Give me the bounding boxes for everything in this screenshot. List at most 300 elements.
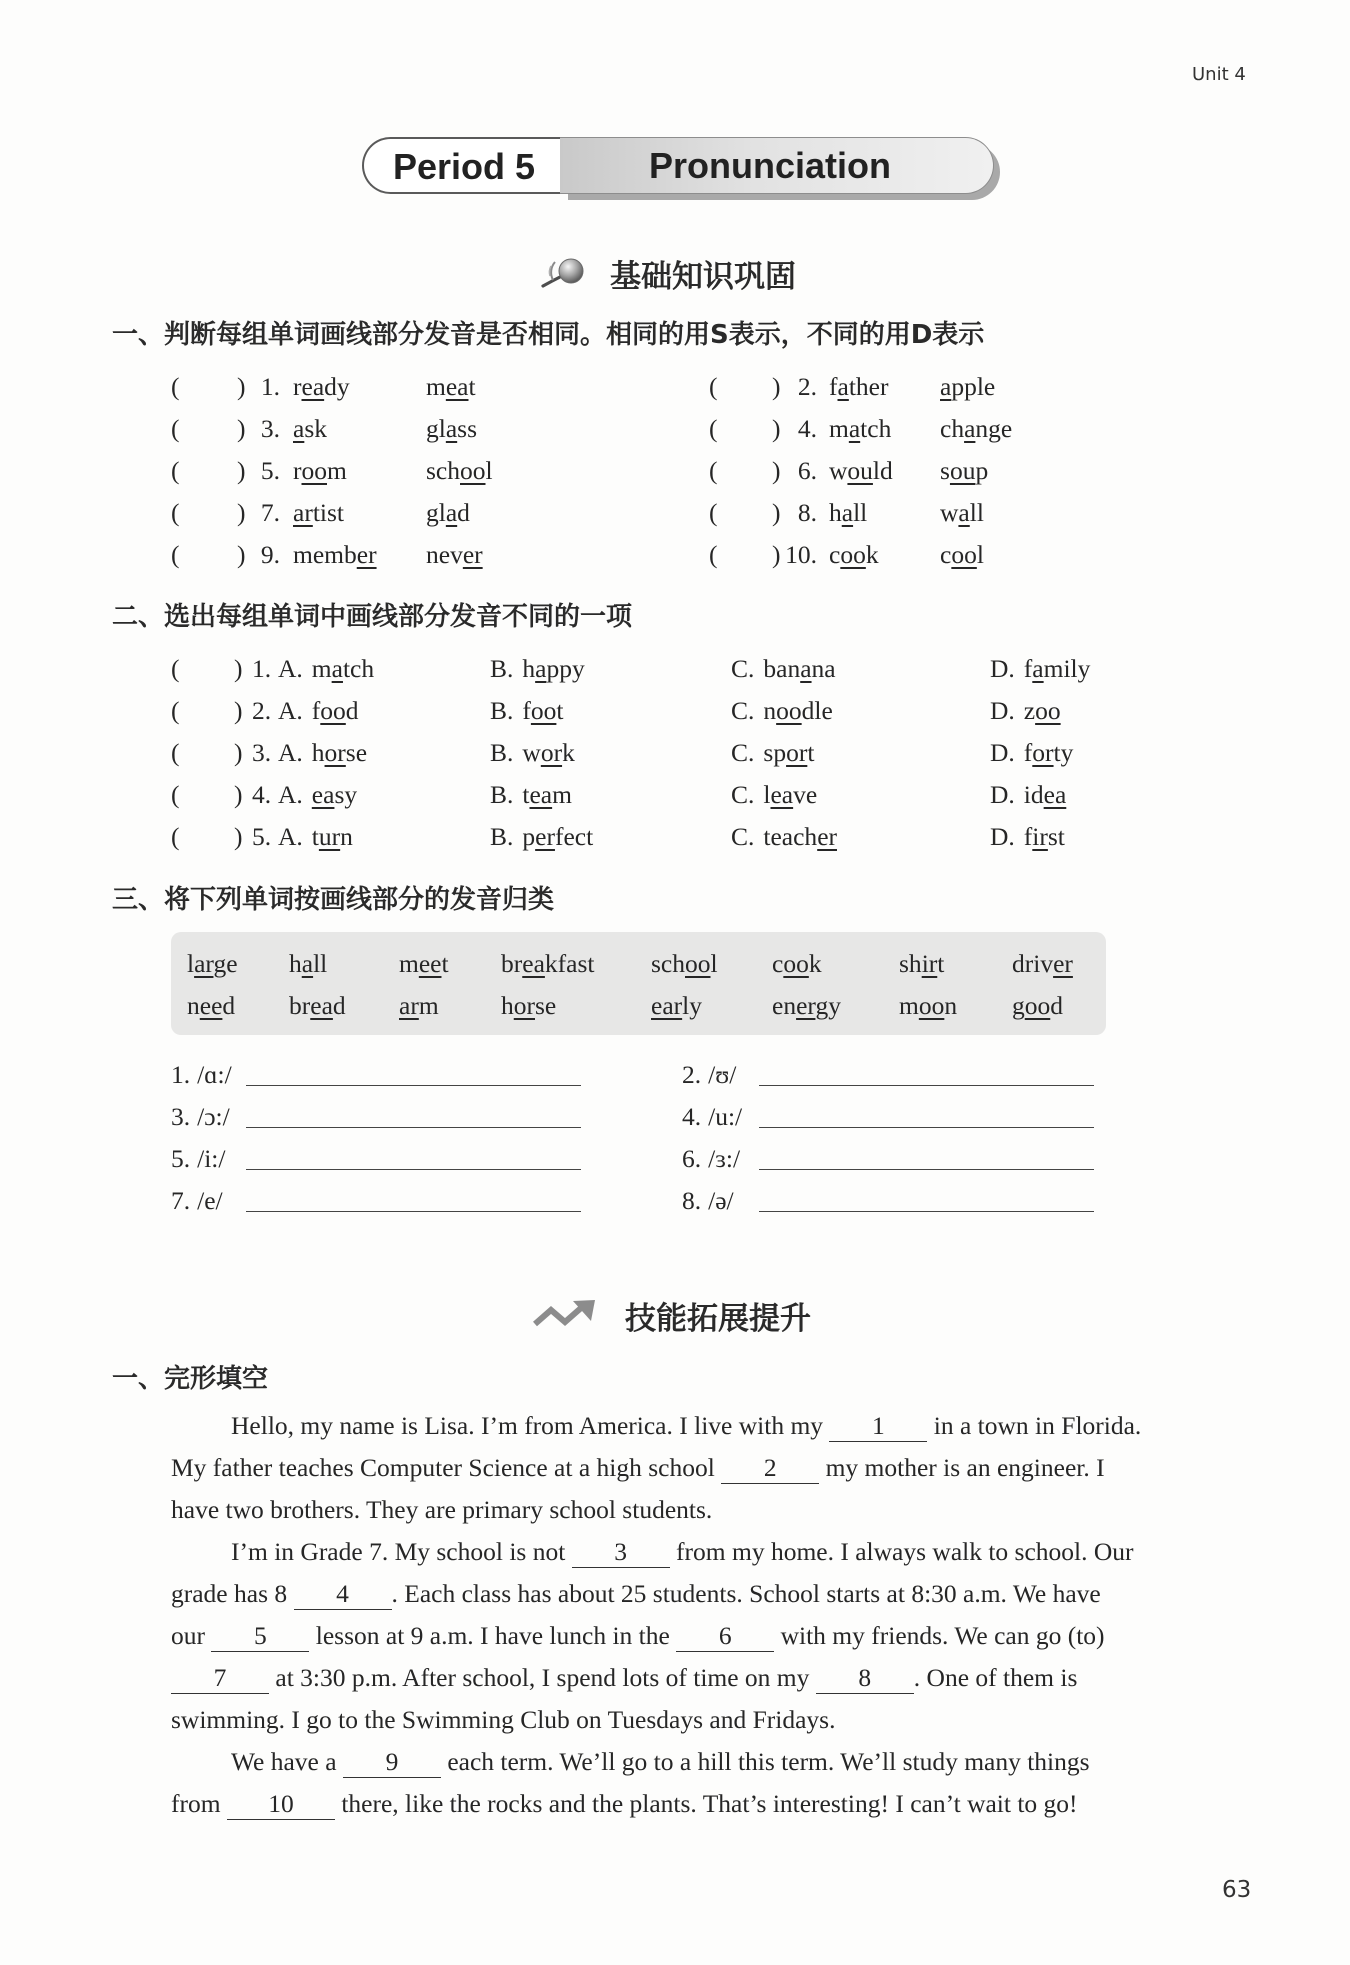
- cloze-line: [171, 1783, 1251, 1825]
- answer-option: [490, 816, 593, 858]
- question-row: [0, 816, 1350, 858]
- option-word: [763, 696, 832, 725]
- question-number: 9.: [260, 540, 280, 569]
- word-bank-row: [171, 943, 1106, 985]
- underlined-letters: a: [800, 654, 812, 683]
- option-label: B.: [490, 738, 514, 767]
- underlined-letters: oo: [783, 949, 809, 978]
- underlined-letters: oo: [301, 456, 327, 485]
- word-segment: l: [976, 540, 984, 569]
- category-number: 6.: [682, 1144, 702, 1173]
- word-segment: driv: [1012, 949, 1054, 978]
- underlined-letters: a: [841, 498, 854, 527]
- question-number: 3.: [252, 738, 272, 767]
- word-bank-word: [651, 943, 718, 985]
- underlined-letters: er: [1053, 949, 1073, 978]
- cloze-text: I’m in Grade 7. My school is not: [231, 1537, 572, 1566]
- word-segment: ther: [848, 372, 889, 401]
- phonetic-symbol: /ə/: [708, 1186, 734, 1215]
- answer-option: [731, 774, 817, 816]
- answer-option: [990, 732, 1073, 774]
- answer-option: [731, 648, 836, 690]
- section-skills-title: 技能拓展提升: [625, 1300, 811, 1337]
- category-pair: [0, 1180, 1350, 1222]
- option-word: [1024, 780, 1066, 809]
- phonetic-symbol: /i:/: [197, 1144, 226, 1173]
- word-segment: r: [293, 372, 302, 401]
- question-row: [0, 408, 1350, 450]
- answer-paren-open: (: [171, 414, 180, 443]
- cloze-blank: 4: [294, 1579, 392, 1610]
- answer-paren-open: (: [171, 540, 180, 569]
- answer-option: [990, 648, 1090, 690]
- answer-paren-close: ): [772, 414, 781, 443]
- word-segment: gl: [426, 414, 446, 443]
- word-segment: n: [187, 991, 200, 1020]
- answer-option: [990, 774, 1066, 816]
- cloze-text: at 3:30 p.m. After school, I spend lots of time on my: [269, 1663, 816, 1692]
- word-segment: d: [332, 991, 346, 1020]
- cloze-text: from my home. I always walk to school. Our: [669, 1537, 1134, 1566]
- word-segment: fect: [554, 822, 594, 851]
- word-segment: nev: [426, 540, 463, 569]
- cloze-text: my mother is an engineer. I: [819, 1453, 1105, 1482]
- word-segment: f: [1023, 654, 1033, 683]
- word-segment: id: [1023, 780, 1044, 809]
- question-number: 1.: [260, 372, 280, 401]
- word-segment: m: [899, 991, 919, 1020]
- category-pair: [0, 1054, 1350, 1096]
- word-segment: n: [340, 822, 353, 851]
- underlined-letters: ar: [293, 498, 313, 527]
- word-segment: t: [441, 949, 449, 978]
- cloze-paragraph: [171, 1531, 1251, 1741]
- phonetic-symbol: /u:/: [708, 1102, 743, 1131]
- word-segment: ty: [1053, 738, 1074, 767]
- option-label: D.: [990, 696, 1015, 725]
- word-segment: t: [311, 822, 319, 851]
- word-segment: kfast: [544, 949, 595, 978]
- underlined-letters: a: [964, 414, 976, 443]
- answer-paren-close: ): [234, 822, 243, 851]
- word-segment: w: [522, 738, 541, 767]
- title-period: Period 5: [392, 146, 536, 187]
- cloze-line: [171, 1405, 1251, 1447]
- underlined-letters: ir: [1032, 822, 1048, 851]
- word-segment: mily: [1043, 654, 1091, 683]
- option-label: B.: [490, 822, 514, 851]
- word-segment: ch: [940, 414, 965, 443]
- underlined-letters: a: [535, 654, 547, 683]
- option-label: D.: [990, 822, 1015, 851]
- phonetic-symbol: /ʊ/: [708, 1060, 737, 1089]
- option-label: C.: [731, 822, 755, 851]
- cloze-text: My father teaches Computer Science at a high school: [171, 1453, 722, 1482]
- word-segment: f: [522, 696, 531, 725]
- underlined-letters: ear: [651, 991, 683, 1020]
- word-segment: pple: [951, 372, 996, 401]
- category-label: [682, 1180, 734, 1222]
- answer-option: [490, 732, 575, 774]
- underlined-letters: ea: [310, 991, 333, 1020]
- word-segment: p: [522, 822, 536, 851]
- answer-paren-open: (: [171, 696, 180, 725]
- word-one: [829, 408, 891, 450]
- word-segment: l: [187, 949, 195, 978]
- word-segment: f: [1023, 738, 1033, 767]
- word-one: [829, 492, 867, 534]
- answer-paren-close: ): [234, 780, 243, 809]
- word-segment: sch: [651, 949, 685, 978]
- word-segment: h: [829, 498, 842, 527]
- category-pair: [0, 1138, 1350, 1180]
- cloze-text: We have a: [231, 1747, 343, 1776]
- word-bank-word: [1012, 985, 1063, 1027]
- question-item: [0, 534, 1350, 576]
- cloze-blank: 10: [227, 1789, 335, 1820]
- option-word: [312, 696, 359, 725]
- word-segment: br: [501, 949, 523, 978]
- cloze-blank: 9: [343, 1747, 441, 1778]
- category-number: 8.: [682, 1186, 702, 1215]
- option-word: [522, 780, 572, 809]
- question-item: [0, 492, 1350, 534]
- option-label: D.: [990, 654, 1015, 683]
- question-number: 1.: [252, 654, 272, 683]
- word-bank-word: [1012, 943, 1073, 985]
- word-bank-word: [772, 943, 822, 985]
- section-basic-title: 基础知识巩固: [610, 258, 796, 295]
- word-segment: l: [485, 456, 493, 485]
- underlined-letters: a: [958, 498, 970, 527]
- underlined-letters: a: [1032, 654, 1044, 683]
- part1-questions: [0, 366, 1350, 576]
- option-label: B.: [490, 696, 514, 725]
- option-label: C.: [731, 738, 755, 767]
- word-two: [940, 366, 995, 408]
- answer-line: [759, 1211, 1094, 1212]
- option-label: B.: [490, 780, 514, 809]
- word-bank-row: [171, 985, 1106, 1027]
- option-word: [522, 822, 593, 851]
- cloze-line: [171, 1615, 1251, 1657]
- underlined-letters: oo: [951, 540, 977, 569]
- word-segment: na: [811, 654, 836, 683]
- word-segment: l: [763, 780, 771, 809]
- cloze-blank: 2: [721, 1453, 819, 1484]
- underlined-letters: oo: [460, 456, 486, 485]
- word-segment: w: [829, 456, 848, 485]
- word-segment: nge: [975, 414, 1013, 443]
- underlined-letters: ea: [770, 780, 794, 809]
- underlined-letters: ea: [311, 780, 335, 809]
- word-segment: m: [829, 414, 849, 443]
- answer-option: [278, 774, 357, 816]
- answer-paren-close: ): [234, 654, 243, 683]
- cloze-passage: [171, 1405, 1251, 1825]
- option-label: C.: [731, 654, 755, 683]
- cloze-blank: 7: [171, 1663, 269, 1694]
- answer-paren-open: (: [171, 738, 180, 767]
- question-row: [0, 690, 1350, 732]
- underlined-letters: oo: [776, 696, 802, 725]
- underlined-letters: ou: [949, 456, 976, 485]
- cloze-text: swimming. I go to the Swimming Club on Tuesdays and Fridays.: [171, 1705, 836, 1734]
- word-segment: d: [457, 498, 470, 527]
- cloze-blank: 1: [829, 1411, 927, 1442]
- category-row: [0, 1054, 1350, 1096]
- word-bank-word: [899, 985, 957, 1027]
- answer-paren-close: ): [772, 540, 781, 569]
- cloze-line: [171, 1741, 1251, 1783]
- word-segment: tist: [312, 498, 344, 527]
- word-bank-word: [399, 985, 439, 1027]
- word-segment: k: [865, 540, 879, 569]
- word-segment: m: [418, 991, 439, 1020]
- underlined-letters: oo: [840, 540, 866, 569]
- section-basic-heading: [540, 253, 796, 293]
- word-segment: d: [222, 991, 236, 1020]
- cloze-text: our: [171, 1621, 212, 1650]
- cloze-text: with my friends. We can go (to): [774, 1621, 1105, 1650]
- word-segment: memb: [293, 540, 357, 569]
- option-word: [312, 822, 353, 851]
- word-segment: st: [1047, 822, 1065, 851]
- word-bank-word: [187, 943, 238, 985]
- word-bank-word: [772, 985, 841, 1027]
- answer-line: [759, 1085, 1094, 1086]
- option-word: [522, 654, 584, 683]
- word-segment: en: [772, 991, 797, 1020]
- underlined-letters: a: [293, 414, 305, 443]
- word-bank-word: [187, 985, 235, 1027]
- cloze-blank: 6: [676, 1621, 774, 1652]
- word-bank-box: [171, 932, 1106, 1035]
- option-label: D.: [990, 738, 1015, 767]
- category-number: 4.: [682, 1102, 702, 1131]
- word-bank-word: [289, 985, 346, 1027]
- category-label: [171, 1138, 225, 1180]
- question-item: [0, 366, 1350, 408]
- word-bank-word: [501, 985, 556, 1027]
- category-pair: [0, 1096, 1350, 1138]
- word-segment: ll: [853, 498, 868, 527]
- question-item: [0, 450, 1350, 492]
- word-segment: sh: [899, 949, 922, 978]
- word-segment: ss: [457, 414, 478, 443]
- cloze-heading: 一、完形填空: [112, 1364, 269, 1394]
- answer-option: [731, 816, 837, 858]
- question-number: 3.: [260, 414, 280, 443]
- answer-paren-open: (: [171, 822, 180, 851]
- option-label: A.: [278, 822, 303, 851]
- underlined-letters: ar: [399, 991, 419, 1020]
- title-topic: Pronunciation: [649, 145, 891, 186]
- word-segment: h: [311, 738, 325, 767]
- word-bank-word: [399, 943, 449, 985]
- answer-paren-open: (: [171, 654, 180, 683]
- option-word: [1024, 822, 1065, 851]
- underlined-letters: or: [540, 738, 563, 767]
- answer-line: [246, 1127, 581, 1128]
- word-two: [940, 408, 1012, 450]
- underlined-letters: ea: [529, 780, 553, 809]
- underlined-letters: a: [940, 372, 952, 401]
- question-row: [0, 648, 1350, 690]
- magnifier-icon: [540, 255, 588, 291]
- underlined-letters: or: [324, 738, 346, 767]
- word-segment: gy: [815, 991, 841, 1020]
- option-label: D.: [990, 780, 1015, 809]
- word-segment: dy: [324, 372, 350, 401]
- category-number: 5.: [171, 1144, 191, 1173]
- word-segment: tch: [860, 414, 892, 443]
- underlined-letters: ir: [921, 949, 938, 978]
- word-segment: h: [289, 949, 302, 978]
- category-label: [682, 1096, 742, 1138]
- word-segment: sch: [426, 456, 460, 485]
- phonetic-symbol: /ɔ:/: [197, 1102, 230, 1131]
- word-segment: ve: [793, 780, 818, 809]
- option-label: C.: [731, 696, 755, 725]
- word-one: [829, 366, 888, 408]
- answer-option: [278, 648, 374, 690]
- cloze-line: [171, 1699, 1251, 1741]
- answer-option: [278, 690, 359, 732]
- cloze-text: . Each class has about 25 students. School starts at 8:30 a.m. We have: [391, 1579, 1101, 1608]
- answer-paren-close: ): [772, 498, 781, 527]
- cloze-text: in a town in Florida.: [927, 1411, 1142, 1440]
- word-segment: l: [710, 949, 718, 978]
- word-two: [940, 534, 984, 576]
- word-segment: ly: [682, 991, 702, 1020]
- question-row: [0, 534, 1350, 576]
- word-segment: t: [468, 372, 476, 401]
- answer-option: [731, 690, 833, 732]
- word-segment: t: [522, 780, 530, 809]
- answer-paren-close: ): [237, 540, 246, 569]
- answer-paren-close: ): [772, 372, 781, 401]
- word-segment: tch: [342, 654, 375, 683]
- option-label: A.: [278, 780, 303, 809]
- category-row: [0, 1180, 1350, 1222]
- underlined-letters: a: [445, 498, 458, 527]
- category-label: [171, 1054, 232, 1096]
- word-two: [940, 450, 988, 492]
- word-segment: se: [345, 738, 368, 767]
- word-segment: d: [345, 696, 359, 725]
- word-segment: n: [944, 991, 958, 1020]
- word-bank-word: [289, 943, 327, 985]
- answer-option: [990, 816, 1065, 858]
- option-label: A.: [278, 738, 303, 767]
- answer-option: [278, 816, 353, 858]
- answer-paren-open: (: [709, 414, 718, 443]
- cloze-text: Hello, my name is Lisa. I’m from America. I live with my: [231, 1411, 830, 1440]
- question-row: [0, 774, 1350, 816]
- answer-paren-close: ): [237, 372, 246, 401]
- option-word: [1024, 738, 1074, 767]
- cloze-text: there, like the rocks and the plants. That’s interesting! I can’t wait to go!: [334, 1789, 1078, 1818]
- question-row: [0, 732, 1350, 774]
- word-segment: h: [501, 991, 514, 1020]
- title-period-box: [362, 137, 562, 194]
- category-row: [0, 1096, 1350, 1138]
- cloze-text: . One of them is: [913, 1663, 1078, 1692]
- cloze-line: [171, 1489, 1251, 1531]
- cloze-text: have two brothers. They are primary school students.: [171, 1495, 713, 1524]
- part2-questions: [0, 648, 1350, 858]
- phonetic-symbol: /ɑ:/: [197, 1060, 232, 1089]
- question-number: 5.: [252, 822, 272, 851]
- word-segment: sy: [334, 780, 358, 809]
- answer-paren-open: (: [709, 456, 718, 485]
- question-number: 10.: [785, 540, 817, 569]
- underlined-letters: oo: [320, 696, 346, 725]
- option-label: C.: [731, 780, 755, 809]
- question-number: 2.: [252, 696, 272, 725]
- underlined-letters: or: [513, 991, 535, 1020]
- underlined-letters: ou: [847, 456, 873, 485]
- category-label: [171, 1096, 230, 1138]
- underlined-letters: ea: [522, 949, 545, 978]
- word-segment: ban: [763, 654, 801, 683]
- word-segment: ll: [969, 498, 984, 527]
- option-word: [312, 780, 357, 809]
- page-number: 63: [1222, 1877, 1252, 1903]
- cloze-line: [171, 1531, 1251, 1573]
- word-bank-word: [651, 985, 702, 1027]
- option-word: [522, 738, 574, 767]
- word-segment: m: [426, 372, 446, 401]
- word-segment: f: [1023, 822, 1033, 851]
- answer-line: [246, 1085, 581, 1086]
- underlined-letters: or: [786, 738, 808, 767]
- word-segment: ld: [872, 456, 893, 485]
- cloze-paragraph: [171, 1741, 1251, 1825]
- option-word: [312, 738, 367, 767]
- period-title-banner: [362, 137, 994, 194]
- underlined-letters: ee: [199, 991, 223, 1020]
- option-word: [763, 654, 835, 683]
- category-label: [171, 1180, 223, 1222]
- word-two: [940, 492, 984, 534]
- option-label: A.: [278, 654, 303, 683]
- option-label: B.: [490, 654, 514, 683]
- underlined-letters: a: [301, 949, 314, 978]
- category-label: [682, 1138, 740, 1180]
- word-segment: g: [1012, 991, 1025, 1020]
- option-word: [1024, 696, 1061, 725]
- underlined-letters: oo: [530, 696, 557, 725]
- word-segment: br: [289, 991, 311, 1020]
- option-word: [763, 780, 817, 809]
- cloze-text: each term. We’ll go to a hill this term. We’ll study many things: [440, 1747, 1090, 1776]
- word-segment: m: [327, 456, 347, 485]
- answer-option: [990, 690, 1061, 732]
- underlined-letters: ea: [301, 372, 325, 401]
- part1-heading: 一、判断每组单词画线部分发音是否相同。相同的用S表示，不同的用D表示: [112, 320, 985, 350]
- sound-categories: [0, 1054, 1350, 1222]
- question-number: 6.: [797, 456, 817, 485]
- answer-paren-open: (: [171, 498, 180, 527]
- word-segment: t: [556, 696, 564, 725]
- underlined-letters: a: [848, 414, 861, 443]
- word-segment: d: [1050, 991, 1063, 1020]
- word-segment: z: [1023, 696, 1036, 725]
- answer-paren-close: ): [237, 498, 246, 527]
- option-word: [763, 738, 814, 767]
